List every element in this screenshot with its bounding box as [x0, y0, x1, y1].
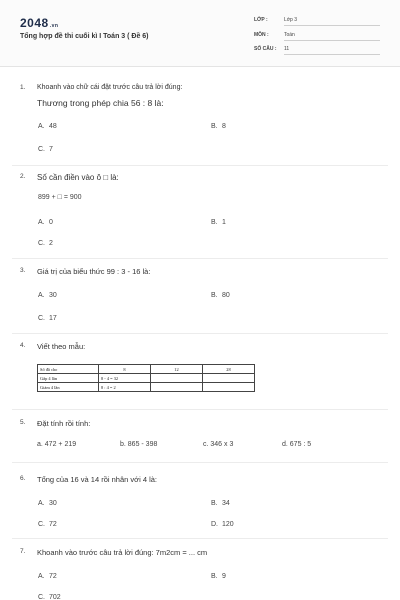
question-text: Đặt tính rồi tính:: [37, 418, 91, 428]
option-c[interactable]: C. 702: [38, 594, 61, 600]
exercise-a: a. 472 + 219: [37, 441, 77, 448]
option-b[interactable]: B. 8: [211, 123, 226, 130]
option-a[interactable]: A. 30: [38, 292, 57, 299]
table-cell-blank[interactable]: [203, 383, 255, 392]
table-cell: 12: [151, 365, 203, 374]
question-subtext: 899 + □ = 900: [38, 194, 82, 201]
table-cell: 8 : 4 = 2: [99, 383, 151, 392]
table-cell: 8 - 4 = 32: [99, 374, 151, 383]
option-d[interactable]: D. 120: [211, 521, 234, 528]
question-number: 2.: [20, 173, 26, 180]
divider: [12, 409, 388, 410]
question-text: Số cần điền vào ô □ là:: [37, 172, 119, 182]
question-text: Giá trị của biểu thức 99 : 3 - 16 là:: [37, 266, 151, 276]
divider: [12, 165, 388, 166]
option-b[interactable]: B. 34: [211, 500, 230, 507]
table-cell: 8: [99, 365, 151, 374]
question-subtext: Thương trong phép chia 56 : 8 là:: [37, 98, 164, 108]
sample-table: [37, 364, 255, 392]
meta-count-value: 11: [284, 46, 380, 55]
table-row: [38, 365, 255, 374]
option-b[interactable]: B. 80: [211, 292, 230, 299]
option-b[interactable]: B. 9: [211, 573, 226, 580]
table-cell: 28: [203, 365, 255, 374]
meta-subject-value: Toán: [284, 32, 380, 41]
question-number: 5.: [20, 419, 26, 426]
meta-class-label: LỚP :: [254, 17, 268, 23]
meta-subject-label: MÔN :: [254, 32, 269, 38]
option-b[interactable]: B. 1: [211, 219, 226, 226]
question-number: 3.: [20, 267, 26, 274]
table-cell: Giảm 4 lần: [38, 383, 99, 392]
question-number: 4.: [20, 342, 26, 349]
divider: [12, 538, 388, 539]
option-a[interactable]: A. 48: [38, 123, 57, 130]
option-c[interactable]: C. 17: [38, 315, 57, 322]
option-a[interactable]: A. 72: [38, 573, 57, 580]
question-number: 6.: [20, 475, 26, 482]
question-number: 7.: [20, 548, 26, 555]
option-c[interactable]: C. 2: [38, 240, 53, 247]
question-number: 1.: [20, 84, 26, 91]
option-a[interactable]: A. 0: [38, 219, 53, 226]
table-row: [38, 383, 255, 392]
option-c[interactable]: C. 7: [38, 146, 53, 153]
divider: [12, 333, 388, 334]
table-cell-blank[interactable]: [203, 374, 255, 383]
table-row: [38, 374, 255, 383]
exercise-d: d. 675 : 5: [282, 441, 312, 448]
question-text: Viết theo mẫu:: [37, 341, 86, 351]
exercise-b: b. 865 - 398: [120, 441, 158, 448]
header: [0, 0, 400, 67]
table-cell-blank[interactable]: [151, 374, 203, 383]
meta-count-label: SỐ CÂU :: [254, 46, 277, 52]
meta-class-value: Lớp 3: [284, 17, 380, 26]
table-cell: Số đã cho: [38, 365, 99, 374]
divider: [12, 462, 388, 463]
table-cell: Gấp 4 lần: [38, 374, 99, 383]
question-text: Khoanh vào trước câu trả lời đúng: 7m2cm = ... cm: [37, 547, 208, 557]
exercise-c: c. 346 x 3: [203, 441, 234, 448]
option-a[interactable]: A. 30: [38, 500, 57, 507]
table-cell-blank[interactable]: [151, 383, 203, 392]
question-text: Tổng của 16 và 14 rồi nhân với 4 là:: [37, 474, 157, 484]
divider: [12, 258, 388, 259]
exam-title: Tổng hợp đề thi cuối kì I Toán 3 ( Đề 6): [20, 33, 149, 40]
question-text: Khoanh vào chữ cái đặt trước câu trả lời đúng:: [37, 83, 183, 91]
option-c[interactable]: C. 72: [38, 521, 57, 528]
site-logo[interactable]: 2048.vn: [20, 16, 59, 30]
